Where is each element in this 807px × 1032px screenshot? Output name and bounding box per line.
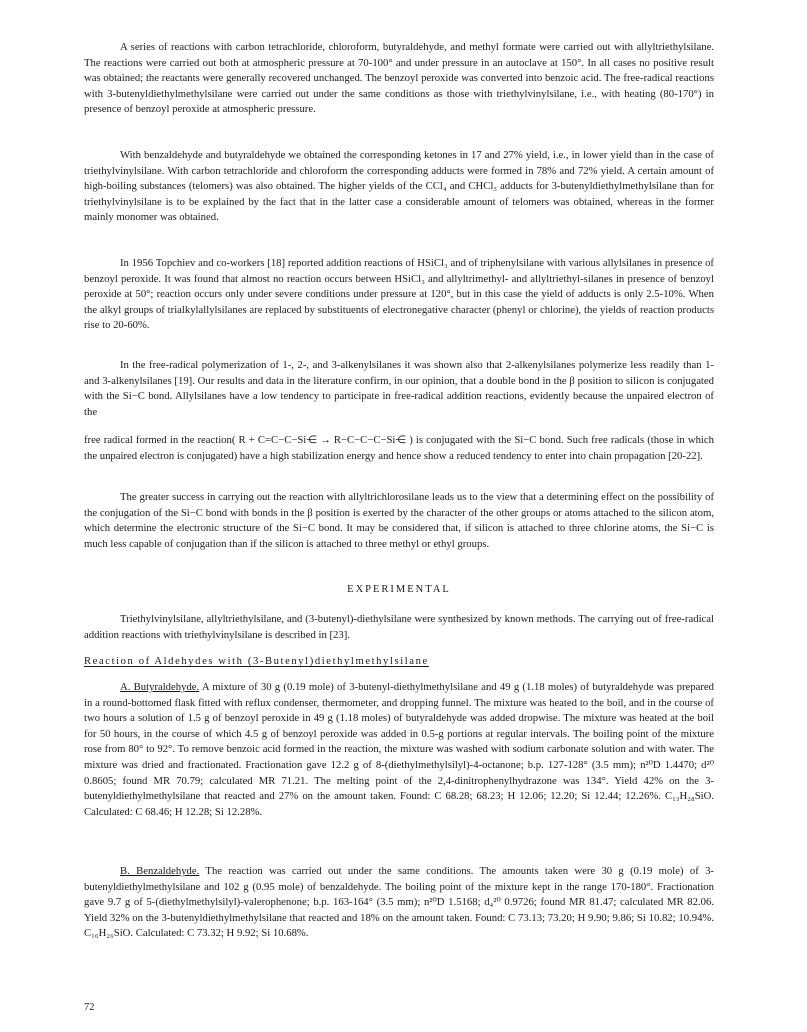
section-heading: Reaction of Aldehydes with (3-Butenyl)diethylmethylsilane — [84, 656, 429, 667]
part-a-paragraph — [84, 680, 714, 820]
paragraph-4: In the free-radical polymerization of 1-, 2-, and 3-alkenylsilanes it was shown also that 2-alkenylsilanes polymerize less readily than 1- and 3-alkenylsilanes [19]. Our results and data in the literature confirm, in our opinion, that a double bond in the β position to silicon is conjugated with the Si−C bond. Allylsilanes have a low tendency to participate in free-radical addition reactions, evidently because the unpaired electron of the — [84, 359, 714, 418]
experimental-heading: EXPERIMENTAL — [347, 584, 451, 595]
paragraph-1: A series of reactions with carbon tetrachloride, chloroform, butyraldehyde, and methyl formate were carried out with allyltriethylsilane. The reactions were carried out both at atmospheric pressure at 70-100° and under pressure in an autoclave at 150°. In all cases no positive result was obtained; the reactants were generally recovered unchanged. The benzoyl peroxide was converted into benzoic acid. The free-radical reactions with 3-butenyldiethylmethylsilane were carried out under the same conditions as those with triethylvinylsilane, i.e., with heating (80-170°) in presence of benzoyl peroxide at atmospheric pressure. — [84, 41, 714, 116]
paragraph-6: The greater success in carrying out the reaction with allyltrichlorosilane leads us to the view that a determining effect on the possibility of the conjugation of the Si−C bond with bonds in the β position is exerted by the character of the other groups or atoms attached to the silicon atom, which determine the electronic structure of the Si−C bond. It may be considered that, if silicon is attached to three chlorine atoms, the Si−C is much less capable of conjugation than if the silicon is attached to three methyl or ethyl groups. — [84, 491, 714, 550]
page-number: 72 — [84, 1002, 95, 1013]
part-b-label: B. Benzaldehyde. — [120, 865, 200, 877]
part-b-paragraph — [84, 864, 714, 942]
paragraph-2: With benzaldehyde and butyraldehyde we obtained the corresponding ketones in 17 and 27% yield, i.e., in lower yield than in the case of triethylvinylsilane. With carbon tetrachloride and chloroform the corresponding adducts were formed in 78% and 72% yield. A certain amount of high-boiling substances (telomers) was also obtained. The higher yields of the CCl₄ and CHCl₃ adducts for 3-butenyldiethylmethylsilane than for triethylvinylsilane is to be explained by the fact that in the latter case a considerable amount of telomers was obtained, whereas in the former mainly monomer was obtained. — [84, 149, 714, 224]
paragraph-3: In 1956 Topchiev and co-workers [18] reported addition reactions of HSiCl₃ and of triphenylsilane with various allylsilanes in presence of benzoyl peroxide. It was found that almost no reaction occurs between HSiCl₃ and allyltrimethyl- and allyltriethyl-silanes in presence of benzoyl peroxide at 50°; reaction occurs only under severe conditions under pressure at 120°, but in this case the yield of adducts is only 2.5-10%. When the alkyl groups of trialkylallylsilanes are replaced by substituents of electronegative character (phenyl or chlorine), the yields of reaction products rise to 20-60%. — [84, 257, 714, 332]
part-b-text: The reaction was carried out under the same conditions. The amounts taken were 30 g (0.19 mole) of 3-butenyldiethylmethylsilane and 102 g (0.95 mole) of benzaldehyde. The boiling point of the mixture kept in the range 170-180°. Fractionation gave 9.7 g of 5-(diethylmethylsilyl)-valerophenone; b.p. 163-164° (3.5 mm); n²⁰D 1.5168; d₄²⁰ 0.9726; found MR 81.47; calculated MR 82.06. Yield 32% on the 3-butenyldiethylmethylsilane that reacted and 18% on the amount taken. Found: C 73.13; 73.20; H 9.90; 9.86; Si 10.82; 10.94%. C₁₆H₂₆SiO. Calculated: C 73.32; H 9.92; Si 10.68%. — [84, 865, 714, 940]
part-a-text: A mixture of 30 g (0.19 mole) of 3-butenyl-diethylmethylsilane and 49 g (1.18 moles) of butyraldehyde was prepared in a round-bottomed flask fitted with reflux condenser, thermometer, and dropping funnel. The mixture was heated to the boil, and in the course of two hours a solution of 1.5 g of benzoyl peroxide in 49 g (1.18 moles) of butyraldehyde was added dropwise. The mixture was heated at the boil for 50 hours, in the course of which 4.5 g of benzoyl peroxide was added in 0.5-g portions at regular intervals. The boiling point of the mixture rose from 80° to 92°. To remove benzoic acid formed in the reaction, the mixture was washed with sodium carbonate solution and with water. The mixture was dried and fractionated. Fractionation gave 12.2 g of 8-(diethylmethylsilyl)-4-octanone; b.p. 127-128° (3.5 mm); n²⁰D 1.4470; d²⁰ 0.8605; found MR 70.79; calculated MR 71.21. The melting point of the 2,4-dinitrophenylhydrazone was 134°. Yield 42% on the 3-butenyldiethylmethylsilane that reacted and 27% on the amount taken. Found: C 68.28; 68.23; H 12.06; 12.20; Si 12.44; 12.26%. C₁₃H₂₈SiO. Calculated: C 68.46; H 12.28; Si 12.28%. — [84, 681, 714, 818]
part-a-label: A. Butyraldehyde. — [120, 681, 200, 693]
paragraph-7: Triethylvinylsilane, allyltriethylsilane, and (3-butenyl)-diethylsilane were synthesized by known methods. The carrying out of free-radical addition reactions with triethylvinylsilane is described in [23]. — [84, 613, 714, 641]
paragraph-5: free radical formed in the reaction( R + C=C−C−Si⋲ → R−C−C−C−Si⋲ ) is conjugated with the Si−C bond. Such free radicals (those in which the unpaired electron is conjugated) have a high stabilization energy and hence show a reduced tendency to enter into chain propagation [20-22]. — [84, 434, 714, 462]
